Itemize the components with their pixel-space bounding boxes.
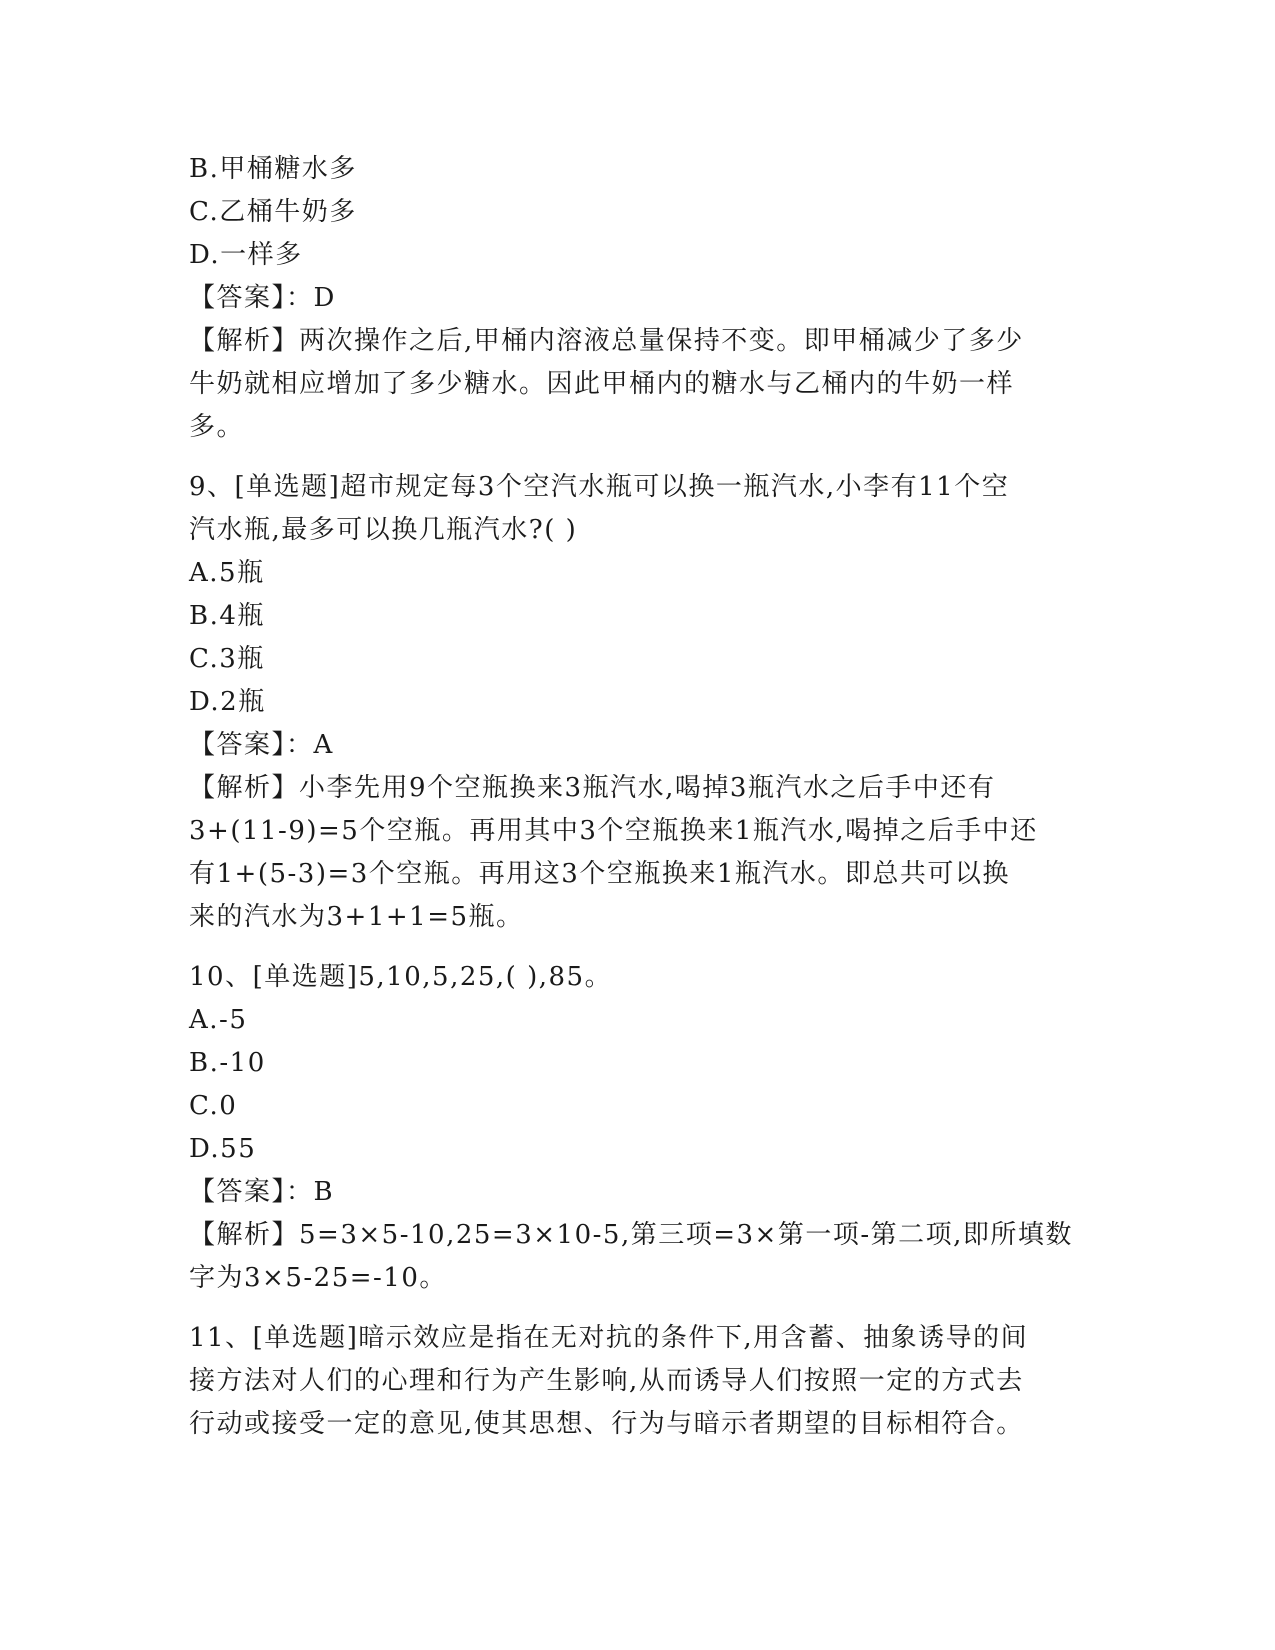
q8-answer: 【答案】：D [189,283,336,313]
q9-question-line-2: 汽水瓶,最多可以换几瓶汽水?( ) [189,515,578,545]
q8-analysis-line-1: 【解析】两次操作之后,甲桶内溶液总量保持不变。即甲桶减少了多少 [189,326,1024,356]
q10-option-b: B.-10 [189,1048,266,1078]
q9-question-line-1: 9、[单选题]超市规定每3个空汽水瓶可以换一瓶汽水,小李有11个空 [189,472,1010,502]
q9-analysis-line-2: 3+(11-9)=5个空瓶。再用其中3个空瓶换来1瓶汽水,喝掉之后手中还 [189,816,1038,846]
q8-analysis-line-2: 牛奶就相应增加了多少糖水。因此甲桶内的糖水与乙桶内的牛奶一样 [189,369,1015,399]
q11-question-line-3: 行动或接受一定的意见,使其思想、行为与暗示者期望的目标相符合。 [189,1409,1024,1439]
q8-analysis-line-3: 多。 [189,412,245,442]
q11-question-line-1: 11、[单选题]暗示效应是指在无对抗的条件下,用含蓄、抽象诱导的间 [189,1323,1029,1353]
q9-analysis-line-1: 【解析】小李先用9个空瓶换来3瓶汽水,喝掉3瓶汽水之后手中还有 [189,773,996,803]
document-page [189,148,1089,1446]
q9-option-a: A.5瓶 [189,558,265,588]
q9-analysis-line-3: 有1+(5-3)=3个空瓶。再用这3个空瓶换来1瓶汽水。即总共可以换 [189,859,1010,889]
q10-analysis-line-2: 字为3×5-25=-10。 [189,1263,447,1293]
q9-option-d: D.2瓶 [189,687,266,717]
q9-analysis-line-4: 来的汽水为3+1+1=5瓶。 [189,902,524,932]
q8-option-d: D.一样多 [189,240,303,270]
q10-option-c: C.0 [189,1091,238,1121]
q8-option-b: B.甲桶糖水多 [189,154,357,184]
q10-option-d: D.55 [189,1134,257,1164]
q9-option-c: C.3瓶 [189,644,265,674]
q9-option-b: B.4瓶 [189,601,265,631]
q9-answer: 【答案】：A [189,730,334,760]
q11-question-line-2: 接方法对人们的心理和行为产生影响,从而诱导人们按照一定的方式去 [189,1366,1024,1396]
q8-option-c: C.乙桶牛奶多 [189,197,357,227]
q10-answer: 【答案】：B [189,1177,335,1207]
q10-analysis-line-1: 【解析】5=3×5-10,25=3×10-5,第三项=3×第一项-第二项,即所填数 [189,1220,1073,1250]
q10-question: 10、[单选题]5,10,5,25,( ),85。 [189,962,613,992]
q10-option-a: A.-5 [189,1005,248,1035]
